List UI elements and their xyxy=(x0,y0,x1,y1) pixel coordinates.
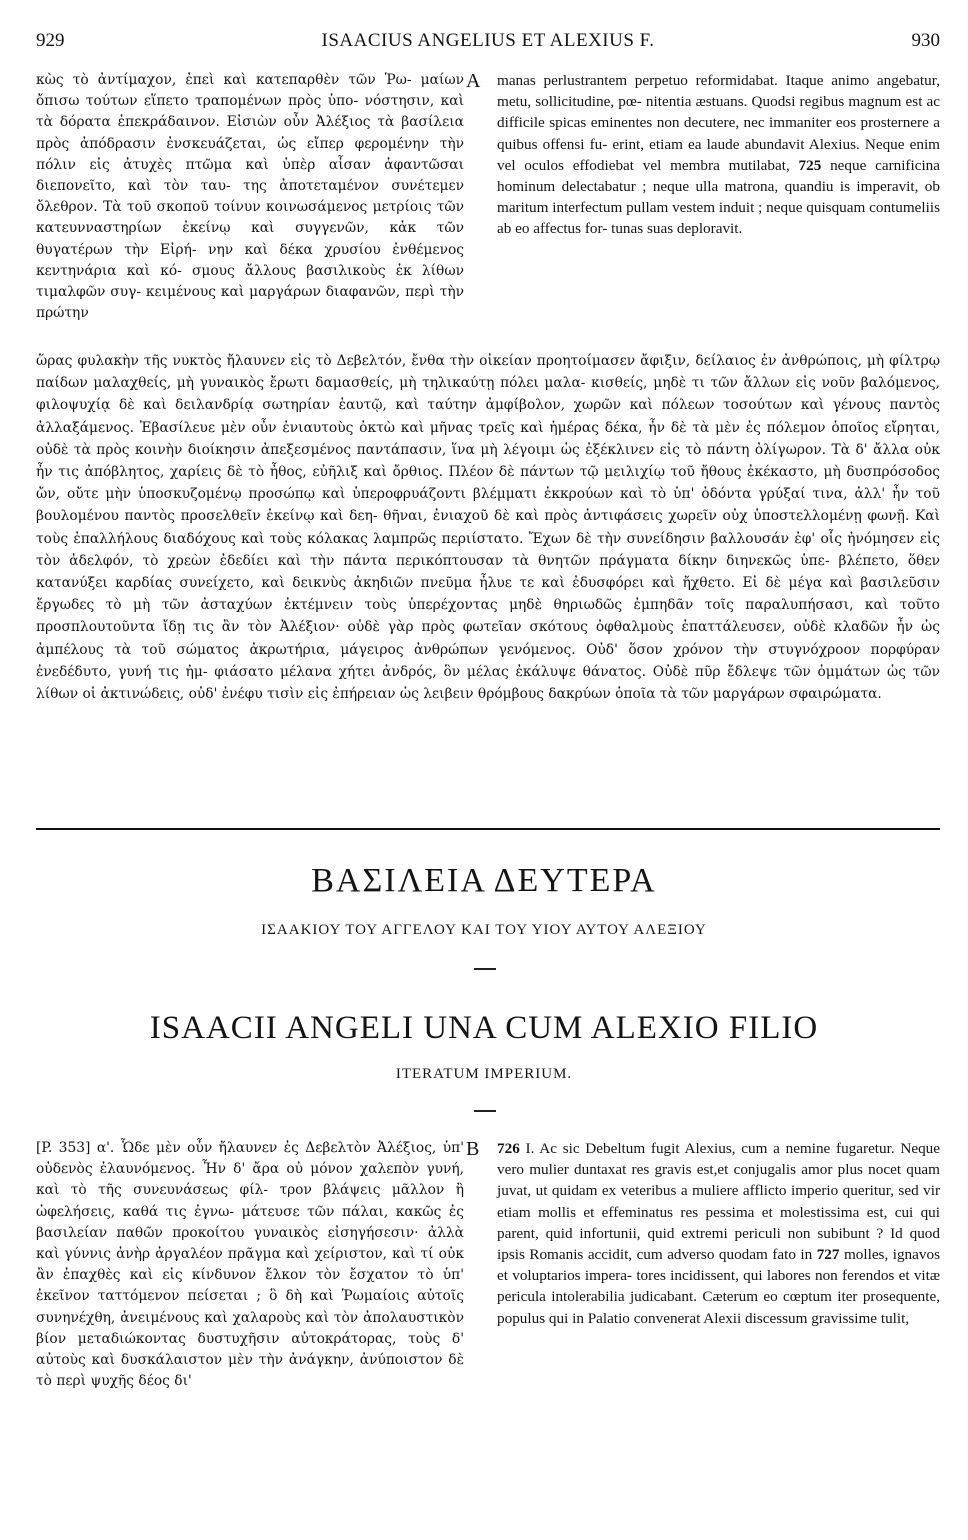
paragraph-number-726: 726 xyxy=(497,1140,520,1157)
greek-full-width-text: ὥρας φυλακὴν τῆς νυκτὸς ἤλαυνεν εἰς τὸ Δεβελτόν, ἔνθα τὴν οἰκείαν προητοίμασεν ἄφιξιν, δείλαιος ἐν ἀνθρώποις, μὴ φίλτρῳ παίδων μαλαχθείς, μὴ γυναικὸς ἔρωτι δαμασθείς, μὴ τηλικαύτῃ πόλει μαλα- κισθείς, μηδὲ τι τῶν ἄλλων εἰς νοῦν βαλόμενος, φιλοψυχίᾳ δὲ καὶ δειλανδρίᾳ σωτηρίαν ἑαυτῷ, καὶ ταύτην ἀμφίβολον, χωρῶν καὶ πόλεων τοσούτων καὶ γένους παντὸς ἀλλαξάμενος. Ἐβασίλευε μὲν οὖν ἐνιαυτοὺς ὀκτὼ καὶ μῆνας τρεῖς καὶ ἡμέρας δέκα, ἦν δὲ τὰ μὲν ἐς πόλεμον ὁποῖος εἴρηται, οὐδὲ τὰ πρὸς κοινὴν διοίκησιν ἀπεξεσμένος παντάπασιν, ἵνα μὴ λέγοιμι ὡς ἐξέκλινεν εἰς τὸ πάντη ὀλίγωρον. Τὰ δ' ἄλλα οὐκ ἦν τις ἀπόβλητος, χαρίεις δὲ τὸ ἦθος, εὐῆλιξ καὶ ὄρθιος. Πλέον δὲ πάντων τῷ μειλιχίῳ τοῦ ἤθους ἐκέκαστο, μὴ δυσπρόσοδος ὤν, οὔτε μὴν ὑποσκυζομένῳ προσώπῳ καὶ ὑπεροφρυάζοντι βλέμματι ἐκκρούων καὶ τὸ ὑπ' ὀδόντα γρύξαί τινα, ἀλλ' ἦν τοῦ βουλομένου παντὸς προσελθεῖν ἐκείνῳ καὶ δεη- θῆναι, ἐνιαχοῦ δὲ καὶ πρὸς ἀντιφάσεις χωρεῖν οὐχ ὑποστελλομένῃ φωνῇ. Καὶ τοὺς ἐπαλλήλους διαδόχους καὶ τοὺς κόλακας λαμπρῶς περιίστατο. Ἔχων δὲ τὴν συνείδησιν βαλλουσάν ἐφ' οἷς ἠνόμησεν εἰς τὸν ἀδελφόν, τὸ χρεὼν ἐδεδίει καὶ τὴν πάντα περικόπτουσαν τὰ θνητῶν πράγματα δίκην διηνεκῶς ὑπε- βλέπετο, ὅθεν κατανύξει καρδίας συνείχετο, καὶ δεικνὺς ἀκηδιῶν πνεῦμα ἦλυε τε καὶ ἐδυσφόρει καὶ ἤχθετο. Εἰ δὲ μέγα καὶ βασιλεῦσιν ἔργωδες τὸ μὴ τῶν ἀσταχύων ἐκτέμνειν τοὺς ὑπερέχοντας μηδὲ θηριωδῶς ἐμπηδᾶν τοῖς παραλυπήσασι, καὶ τοῦτο προσπλουτοῦντα ἴδῃ τις ἂν τὸν Ἀλέξιον· οὐδὲ γὰρ πρὸς φωτεῖαν σκότους ὀφθαλμοὺς ἐπαττάλευσεν, οὐδὲ κλαδῶν ἦν ὡς ἀμπέλους τὰ τοῦ σώματος ἀκρωτήρια, μάγειρος ἀνθρώπων γενόμενος. Οὐδ' ὅσον χρόνον τὴν στυγνόχροον πορφύραν ἐνεδέδυτο, γυνή τις ἠμ- φιάσατο μέλανα χήτει ἀνδρός, ὃν μέλας ἐκάλυψε θάνατος. Οὐδὲ πῦρ ἔδλεψε τῶν ὀμμάτων ὡς τῶν λίθων οἱ ἀκτινώδεις, οὐδ' ἐνέφυ τισὶν εἰς ἐπήρειαν ὡς λειβειν θρόμβους δακρύων ὁποῖα τὰ τῶν μαργάρων σφαιρώματα. xyxy=(36,353,940,703)
page-number-left: 929 xyxy=(36,30,65,51)
subtitle-separator-dash xyxy=(474,1110,496,1112)
latin-text-bottom-a: I. Ac sic Debeltum fugit Alexius, cum a nemine fugaretur. Neque vero mulier duntaxat res gravis est,et conjugalis amor plus nocet quam juvat, ut quidam ex veteribus a muliere afflicto imperio queritur, sed vir etiam mollis et effeminatus res pessima et molestissima est, cui qui parent, quid infortunii, quid extremi periculi non subibunt ? Id quod ipsis Romanis accidit, cum adverso quodam fato in xyxy=(497,1140,941,1264)
latin-section-subtitle: ITERATUM IMPERIUM. xyxy=(395,1066,573,1082)
running-header xyxy=(36,30,940,56)
running-title: ISAACIUS ANGELIUS ET ALEXIUS F. xyxy=(321,30,655,51)
latin-column-bottom xyxy=(497,1138,940,1329)
marginal-letter-b: B xyxy=(466,1138,480,1160)
greek-column-bottom: [P. 353] α'. Ὧδε μὲν οὖν ἤλαυνεν ἐς Δεβελτὸν Ἀλέξιος, ὑπ' οὐδενὸς ἐλαυνόμενος. Ἦν δ' ἄρα οὐ μόνον χαλεπὸν γυνή, καὶ τὸ τῆς συνευνάσεως φίλ- τρον βλάψεις μᾶλλον ἢ ὠφελήσεις, καθά τις ἐγνω- μάτευσε τῶν πάλαι, κακῶς ἐς βασιλείαν παθῶν προκοίτου γυναικὸς εἰσηγήσεσιν· ἀλλὰ καὶ γύννις ἀνὴρ ἀργαλέον πρᾶγμα καὶ χείριστον, καὶ τί οὐκ ἂν ἐπαχθὲς καὶ εἰς κίνδυνον ἔλκον τὸν ἔσχατον τὸ ὑπ' ἐκεῖνον ταττόμενον πείσεται ; ὃ δὴ καὶ Ῥωμαίοις αὐτοῖς συνηνέχθη, ἀνειμένους καὶ χαλαροὺς καὶ τὸν ἀπολαυστικὸν βίον μεταδιώκοντας δυστυχῆσιν αὐτοκράτορας, τοὺς δ' αὐτοὺς καὶ δυσκάλαιστον μὲν τὴν ἀνάγκην, ἀνύποιστον δὲ τὸ περὶ ψυχῆς δέος δι' xyxy=(36,1140,464,1390)
greek-section-subtitle: ΙΣΑΑΚΙΟΥ ΤΟΥ ΑΓΓΕΛΟΥ ΚΑΙ ΤΟΥ ΥΙΟΥ ΑΥΤΟΥ ΑΛΕΞΙΟΥ xyxy=(261,922,707,938)
page-number-right: 930 xyxy=(911,30,940,51)
title-separator-dash xyxy=(474,968,496,970)
marginal-number-725: 725 xyxy=(798,156,822,174)
latin-text-top-a: manas perlustrantem perpetuo reformidabat. Itaque animo angebatur, metu, sollicitudine, pœ- nitentia æstuans. Quodsi regibus magnum est ac difficile spicas eminentes non decutere, nec immaniter eos prosternere a quibus offensi fu- erint, etiam ea laude abundavit Alexius. Neque enim vel oculos effodiebat vel membra mutilabat, xyxy=(497,72,940,174)
latin-column-top xyxy=(497,70,940,240)
latin-text-top-b: neque carnificina hominum delectabatur ; neque ulla matrona, quandiu is imperavit, ob maritum interfectum pullam vestem induit ; neque quisquam contumeliis ab eo affectus for- tunas suas deploravit. xyxy=(497,156,941,238)
section-rule xyxy=(36,828,940,830)
greek-section-title: ΒΑΣΙΛΕΙΑ ΔΕΥΤΕΡΑ xyxy=(311,862,657,899)
marginal-letter-a: A xyxy=(466,70,481,92)
greek-column-top: κὼς τὸ ἀντίμαχον, ἐπεὶ καὶ κατεπαρθὲν τῶν Ῥω- μαίων ὄπισω τούτων εἵπετο τραπομένων πρὸς ὑπο- νόστησιν, καὶ τὰ δόρατα ἐπεκράδαινον. Εἰσιὼν οὖν Ἀλέξιος τὰ βασίλεια πρὸς ἀπόδρασιν ἐνσκευάζεται, ὡς εἴπερ φερομένην τὴν πόλιν εἰς ἀτυχὲς πτῶμα καὶ ὑπὲρ αἶσαν ἀφαντῶσαι διεπονεῖτο, καὶ τὸν ταυ- της ἀποτεταμένον συνέτεμεν ὄλεθρον. Τὰ τοῦ σκοποῦ τοίνυν κοινωσάμενος μετρίοις τῶν κατευνναστηρίων ἐκείνῳ καὶ συγγενῶν, κἀκ τῶν θυγατέρων τὴν Εἰρή- νην καὶ δέκα χρυσίου ἐνθέμενος κεντηνάρια καὶ κό- σμους ἄλλους βασιλικοὺς ἐκ λίθων τιμαλφῶν συγ- κειμένους καὶ μαργάρων διαφανῶν, περὶ τὴν πρώτην xyxy=(36,72,464,322)
latin-section-title: ISAACII ANGELI UNA CUM ALEXIO FILIO xyxy=(149,1010,819,1046)
latin-text-bottom-b: molles, ignavos et voluptarios impera- tores incidissent, qui labores non ferendos et vitæ pericula intolerabilia judicabant. Cæterum eo cœptum iter prosequente, populus qui in Palatio convenerat Alexii discessum gravissime tulit, xyxy=(497,1246,940,1327)
inline-number-727: 727 xyxy=(816,1246,840,1264)
